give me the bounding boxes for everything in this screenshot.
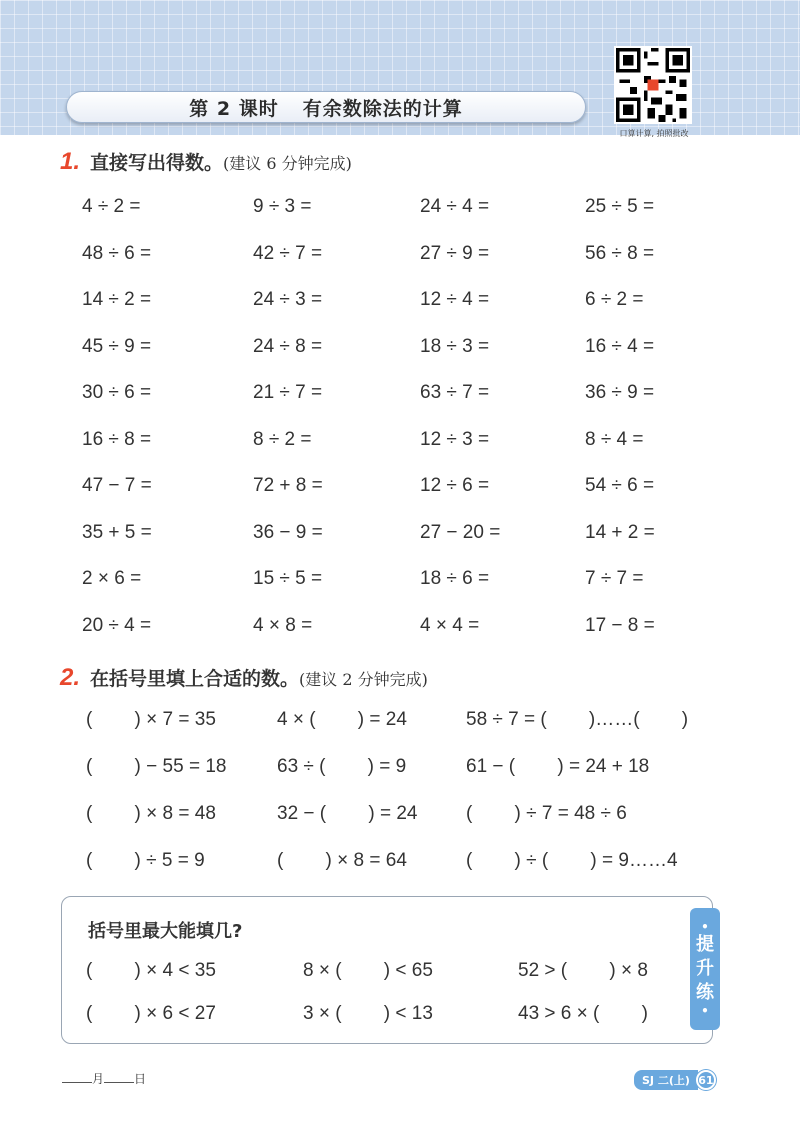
math-problem: 45 ÷ 9 = xyxy=(82,335,152,357)
math-problem: 15 ÷ 5 = xyxy=(253,568,323,589)
math-problem: 12 ÷ 6 = xyxy=(420,475,490,496)
math-problem: 72 + 8 = xyxy=(253,475,323,496)
page-number: 61 xyxy=(696,1070,716,1090)
date-field xyxy=(62,1070,146,1087)
section-1-note: (建议 6 分钟完成) xyxy=(223,154,352,173)
side-tab-char-1: 提 xyxy=(696,934,714,955)
math-problem: 30 ÷ 6 = xyxy=(82,382,152,403)
math-problem: 35 + 5 = xyxy=(82,521,152,543)
section-2-number: 2. xyxy=(60,664,81,691)
math-problem: 27 − 20 = xyxy=(420,521,501,543)
section-1-title: 直接写出得数。 xyxy=(90,152,224,174)
fill-blank-problem: ( ) × 7 = 35 xyxy=(86,709,216,730)
page-footer xyxy=(634,1070,716,1090)
side-tab-char-2: 升 xyxy=(696,958,714,979)
math-problem: 25 ÷ 5 = xyxy=(585,196,655,217)
fill-blank-problem: 4 × ( ) = 24 xyxy=(277,709,407,730)
lesson-title: 有余数除法的计算 xyxy=(302,97,463,120)
fill-blank-problem: 61 − ( ) = 24 + 18 xyxy=(466,756,650,777)
lesson-number: 第 2 课时 xyxy=(189,97,279,120)
month-label: 月 xyxy=(92,1072,105,1086)
math-problem: 54 ÷ 6 = xyxy=(585,475,655,496)
day-label: 日 xyxy=(134,1072,147,1086)
section-1-number: 1. xyxy=(60,148,81,175)
math-problem: 24 ÷ 3 = xyxy=(253,289,323,310)
inequality-problem: 43 > 6 × ( ) xyxy=(518,1003,648,1024)
math-problem: 6 ÷ 2 = xyxy=(585,289,644,310)
math-problem: 24 ÷ 4 = xyxy=(420,196,490,217)
section-2-title: 在括号里填上合适的数。 xyxy=(90,668,300,690)
math-problem: 8 ÷ 2 = xyxy=(253,428,312,450)
math-problem: 8 ÷ 4 = xyxy=(585,428,644,450)
lesson-title-bar xyxy=(66,91,586,123)
math-problem: 24 ÷ 8 = xyxy=(253,335,323,357)
fill-blank-problem: ( ) × 8 = 64 xyxy=(277,850,407,871)
math-problem: 18 ÷ 3 = xyxy=(420,335,490,357)
section-2-note: (建议 2 分钟完成) xyxy=(299,670,428,689)
math-problem: 9 ÷ 3 = xyxy=(253,196,312,217)
math-problem: 12 ÷ 4 = xyxy=(420,289,490,310)
side-tab: • 提 升 练 • xyxy=(690,908,720,1030)
challenge-title: 括号里最大能填几? xyxy=(88,921,243,942)
side-tab-char-3: 练 xyxy=(696,982,714,1003)
math-problem: 4 ÷ 2 = xyxy=(82,196,141,217)
fill-blank-problem: ( ) − 55 = 18 xyxy=(86,756,227,777)
inequality-problem: ( ) × 4 < 35 xyxy=(86,960,216,981)
math-problem: 18 ÷ 6 = xyxy=(420,568,490,589)
fill-blank-problem: 58 ÷ 7 = ( )……( ) xyxy=(466,709,689,730)
inequality-problem: 52 > ( ) × 8 xyxy=(518,960,648,981)
math-problem: 20 ÷ 4 = xyxy=(82,614,152,636)
math-problem: 17 − 8 = xyxy=(585,614,655,636)
math-problem: 14 ÷ 2 = xyxy=(82,289,152,310)
inequality-problem: 3 × ( ) < 13 xyxy=(303,1003,433,1024)
fill-blank-problem: ( ) ÷ 5 = 9 xyxy=(86,850,205,871)
math-problem: 42 ÷ 7 = xyxy=(253,242,323,264)
fill-blank-problem: ( ) ÷ ( ) = 9……4 xyxy=(466,850,678,871)
math-problem: 4 × 8 = xyxy=(253,614,313,636)
math-problem: 7 ÷ 7 = xyxy=(585,568,644,589)
fill-blank-problem: ( ) ÷ 7 = 48 ÷ 6 xyxy=(466,803,627,824)
math-problem: 2 × 6 = xyxy=(82,568,142,589)
fill-blank-problem: ( ) × 8 = 48 xyxy=(86,803,216,824)
section-2-heading xyxy=(60,664,428,692)
math-problem: 16 ÷ 4 = xyxy=(585,335,655,357)
math-problem: 16 ÷ 8 = xyxy=(82,428,152,450)
inequality-problem: 8 × ( ) < 65 xyxy=(303,960,433,981)
fill-blank-problem: 32 − ( ) = 24 xyxy=(277,803,418,824)
math-problem: 36 − 9 = xyxy=(253,521,323,543)
math-problem: 4 × 4 = xyxy=(420,614,480,636)
math-problem: 63 ÷ 7 = xyxy=(420,382,490,403)
math-problem: 27 ÷ 9 = xyxy=(420,242,490,264)
math-problem: 21 ÷ 7 = xyxy=(253,382,323,403)
math-problem: 12 ÷ 3 = xyxy=(420,428,490,450)
math-problem: 56 ÷ 8 = xyxy=(585,242,655,264)
math-problem: 36 ÷ 9 = xyxy=(585,382,655,403)
math-problem: 14 + 2 = xyxy=(585,521,655,543)
fill-blank-problem: 63 ÷ ( ) = 9 xyxy=(277,756,407,777)
math-problem: 48 ÷ 6 = xyxy=(82,242,152,264)
qr-caption: 口算计算, 拍照批改 xyxy=(619,129,689,138)
qr-code-icon[interactable] xyxy=(614,46,692,124)
inequality-problem: ( ) × 6 < 27 xyxy=(86,1003,216,1024)
section-1-heading xyxy=(60,148,352,176)
math-problem: 47 − 7 = xyxy=(82,475,152,496)
book-tag: SJ 二(上) xyxy=(634,1070,698,1090)
